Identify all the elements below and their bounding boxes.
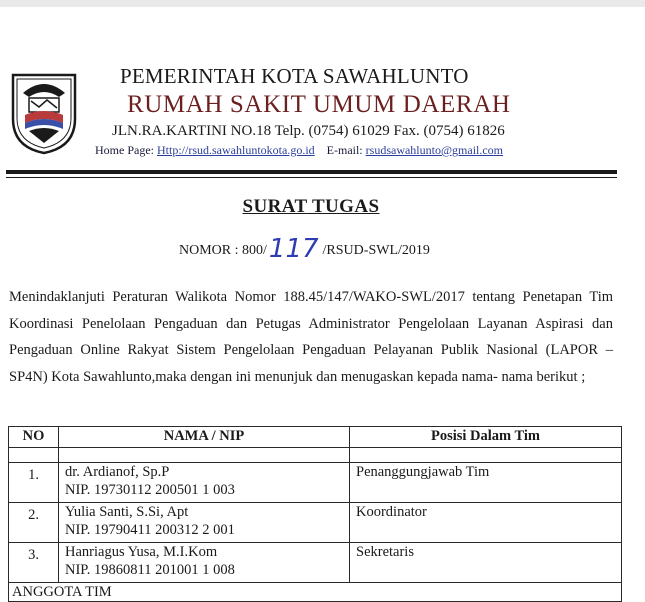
row-name-nip — [59, 503, 350, 543]
address-line: JLN.RA.KARTINI NO.18 Telp. (0754) 61029 Fax. (0754) 61826 — [112, 123, 505, 139]
nomor-prefix: NOMOR : 800/ — [179, 243, 267, 258]
table-header-row — [9, 427, 622, 448]
header-divider-thin — [6, 177, 617, 178]
table-row — [9, 463, 622, 503]
section-row-anggota — [9, 583, 622, 602]
row-nip: NIP. 19730112 200501 1 003 — [65, 482, 235, 498]
row-name: Hanriagus Yusa, M.I.Kom — [65, 544, 218, 560]
body-paragraph: Menindaklanjuti Peraturan Walikota Nomor 188.45/147/WAKO-SWL/2017 tentang Penetapan Tim Koordinasi Penelolaan Pengaduan dan Petugas Administrator Pengelolaan Layanan Aspirasi dan Pengaduan Online Rakyat Sistem Pengelolaan Pengaduan Pelayanan Publik Nasional (LAPOR – SP4N) Kota Sawahlunto,maka dengan ini menunjuk dan menugaskan kepada nama- nama berikut ; — [9, 289, 613, 385]
header-no: NO — [9, 427, 59, 448]
row-no: 1. — [9, 463, 59, 503]
document-number — [179, 231, 430, 264]
row-no: 2. — [9, 503, 59, 543]
contact-line — [95, 143, 503, 158]
handwritten-number: 117 — [268, 234, 319, 264]
header-name: NAMA / NIP — [59, 427, 350, 448]
row-position: Penanggungjawab Tim — [350, 463, 622, 503]
email-link[interactable]: rsudsawahlunto@gmail.com — [365, 143, 504, 157]
nomor-suffix: /RSUD-SWL/2019 — [322, 243, 430, 258]
row-position: Sekretaris — [350, 543, 622, 583]
government-name: PEMERINTAH KOTA SAWAHLUNTO — [120, 64, 469, 88]
sawahlunto-emblem-icon — [9, 71, 79, 156]
homepage-link[interactable]: Http://rsud.sawahluntokota.go.id — [157, 143, 315, 157]
row-no: 3. — [9, 543, 59, 583]
document-title: SURAT TUGAS — [242, 196, 380, 217]
row-name: dr. Ardianof, Sp.P — [65, 464, 170, 480]
header-divider-thick — [6, 170, 617, 174]
row-position: Koordinator — [350, 503, 622, 543]
hospital-name: RUMAH SAKIT UMUM DAERAH — [127, 91, 511, 118]
table-spacer-row — [9, 448, 622, 463]
assignment-table — [8, 426, 622, 602]
row-nip: NIP. 19860811 201001 1 008 — [65, 562, 235, 578]
header-position: Posisi Dalam Tim — [350, 427, 622, 448]
row-name-nip — [59, 463, 350, 503]
table-row — [9, 503, 622, 543]
row-name: Yulia Santi, S.Si, Apt — [65, 504, 189, 520]
row-nip: NIP. 19790411 200312 2 001 — [65, 522, 235, 538]
homepage-label: Home Page: — [95, 143, 154, 157]
table-row — [9, 543, 622, 583]
row-name-nip — [59, 543, 350, 583]
email-label: E-mail: — [326, 143, 363, 157]
section-label: ANGGOTA TIM — [9, 583, 622, 602]
top-toolbar-strip — [0, 0, 645, 7]
